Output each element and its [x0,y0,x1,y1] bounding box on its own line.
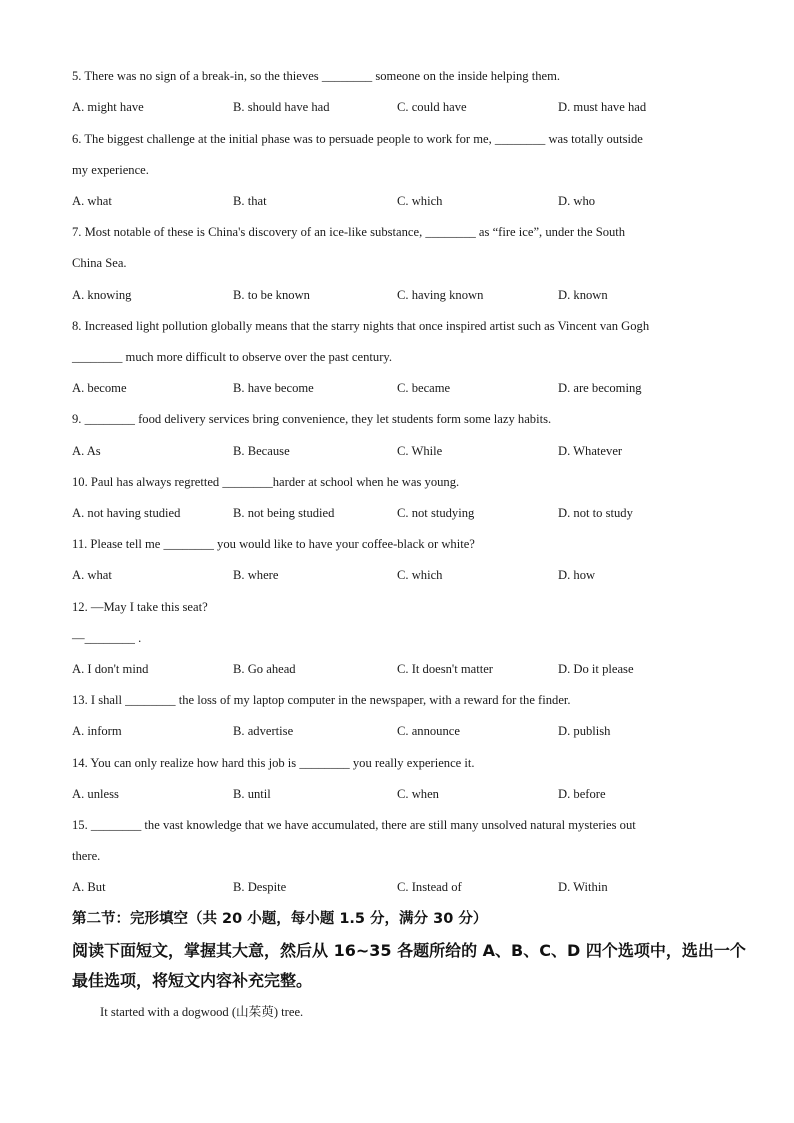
option-b: B. to be known [233,288,310,302]
question-13-stem: 13. I shall ________ the loss of my laptop computer in the newspaper, with a reward for the finder. [72,693,571,707]
question-9-options [72,442,732,460]
question-10-stem: 10. Paul has always regretted ________harder at school when he was young. [72,475,460,489]
option-c: C. While [397,444,443,458]
option-b: B. Go ahead [233,662,296,676]
question-7-stem: 7. Most notable of these is China's discovery of an ice-like substance, ________ as “fire ice”, under the South [72,225,626,239]
option-b: B. Because [233,444,290,458]
option-a: A. become [72,381,127,395]
option-d: D. Whatever [558,444,623,458]
question-10-options [72,504,732,522]
option-a: A. inform [72,724,122,738]
question-12-stem: 12. —May I take this seat? [72,600,208,614]
question-9-stem: 9. ________ food delivery services bring convenience, they let students form some lazy habits. [72,412,552,426]
option-d: D. before [558,787,606,801]
option-c: C. having known [397,288,484,302]
option-c: C. when [397,787,439,801]
question-6-options [72,192,732,210]
option-c: C. Instead of [397,880,462,894]
option-c: C. announce [397,724,460,738]
option-b: B. should have had [233,100,330,114]
option-a: A. not having studied [72,506,181,520]
option-d: D. are becoming [558,381,642,395]
passage-first-line: It started with a dogwood (山茱萸) tree. [100,1005,304,1019]
section-heading: 第二节：完形填空（共 20 小题，每小题 1.5 分，满分 30 分） [72,911,488,927]
question-6-stem-cont: my experience. [72,163,149,177]
question-13-options [72,722,732,740]
option-b: B. where [233,568,279,582]
option-d: D. must have had [558,100,647,114]
option-c: C. could have [397,100,467,114]
option-d: D. who [558,194,596,208]
option-b: B. that [233,194,267,208]
option-d: D. publish [558,724,611,738]
option-a: A. But [72,880,106,894]
option-c: C. which [397,568,443,582]
option-d: D. Within [558,880,608,894]
option-a: A. what [72,194,112,208]
question-7-stem-cont: China Sea. [72,256,127,270]
question-11-stem: 11. Please tell me ________ you would like to have your coffee-black or white? [72,537,475,551]
section-instruction-line1: 阅读下面短文，掌握其大意，然后从 16~35 各题所给的 A、B、C、D 四个选项中，选出一个 [72,941,746,960]
question-12-stem-cont: —________ . [72,631,142,645]
question-14-stem: 14. You can only realize how hard this job is ________ you really experience it. [72,756,475,770]
option-b: B. not being studied [233,506,335,520]
question-15-options [72,878,732,896]
option-a: A. what [72,568,112,582]
question-11-options [72,566,732,584]
option-a: A. I don't mind [72,662,149,676]
option-b: B. until [233,787,271,801]
question-7-options [72,286,732,304]
option-b: B. advertise [233,724,294,738]
option-a: A. As [72,444,101,458]
option-c: C. not studying [397,506,475,520]
option-d: D. known [558,288,608,302]
option-a: A. unless [72,787,119,801]
option-b: B. have become [233,381,314,395]
option-c: C. It doesn't matter [397,662,494,676]
option-c: C. became [397,381,451,395]
option-d: D. Do it please [558,662,634,676]
question-5-stem: 5. There was no sign of a break-in, so the thieves ________ someone on the inside helping them. [72,69,561,83]
question-5-options [72,98,732,116]
option-d: D. how [558,568,596,582]
option-c: C. which [397,194,443,208]
question-12-options [72,660,732,678]
question-8-stem: 8. Increased light pollution globally means that the starry nights that once inspired artist such as Vincent van Gogh [72,319,650,333]
question-14-options [72,785,732,803]
question-8-options [72,379,732,397]
question-15-stem: 15. ________ the vast knowledge that we have accumulated, there are still many unsolved natural mysteries out [72,818,636,832]
section-instruction-line2: 最佳选项，将短文内容补充完整。 [72,971,313,990]
question-8-stem-cont: ________ much more difficult to observe over the past century. [72,350,393,364]
option-b: B. Despite [233,880,287,894]
option-a: A. knowing [72,288,132,302]
option-d: D. not to study [558,506,633,520]
question-6-stem: 6. The biggest challenge at the initial phase was to persuade people to work for me, ________ was totally outside [72,132,643,146]
question-15-stem-cont: there. [72,849,101,863]
option-a: A. might have [72,100,144,114]
